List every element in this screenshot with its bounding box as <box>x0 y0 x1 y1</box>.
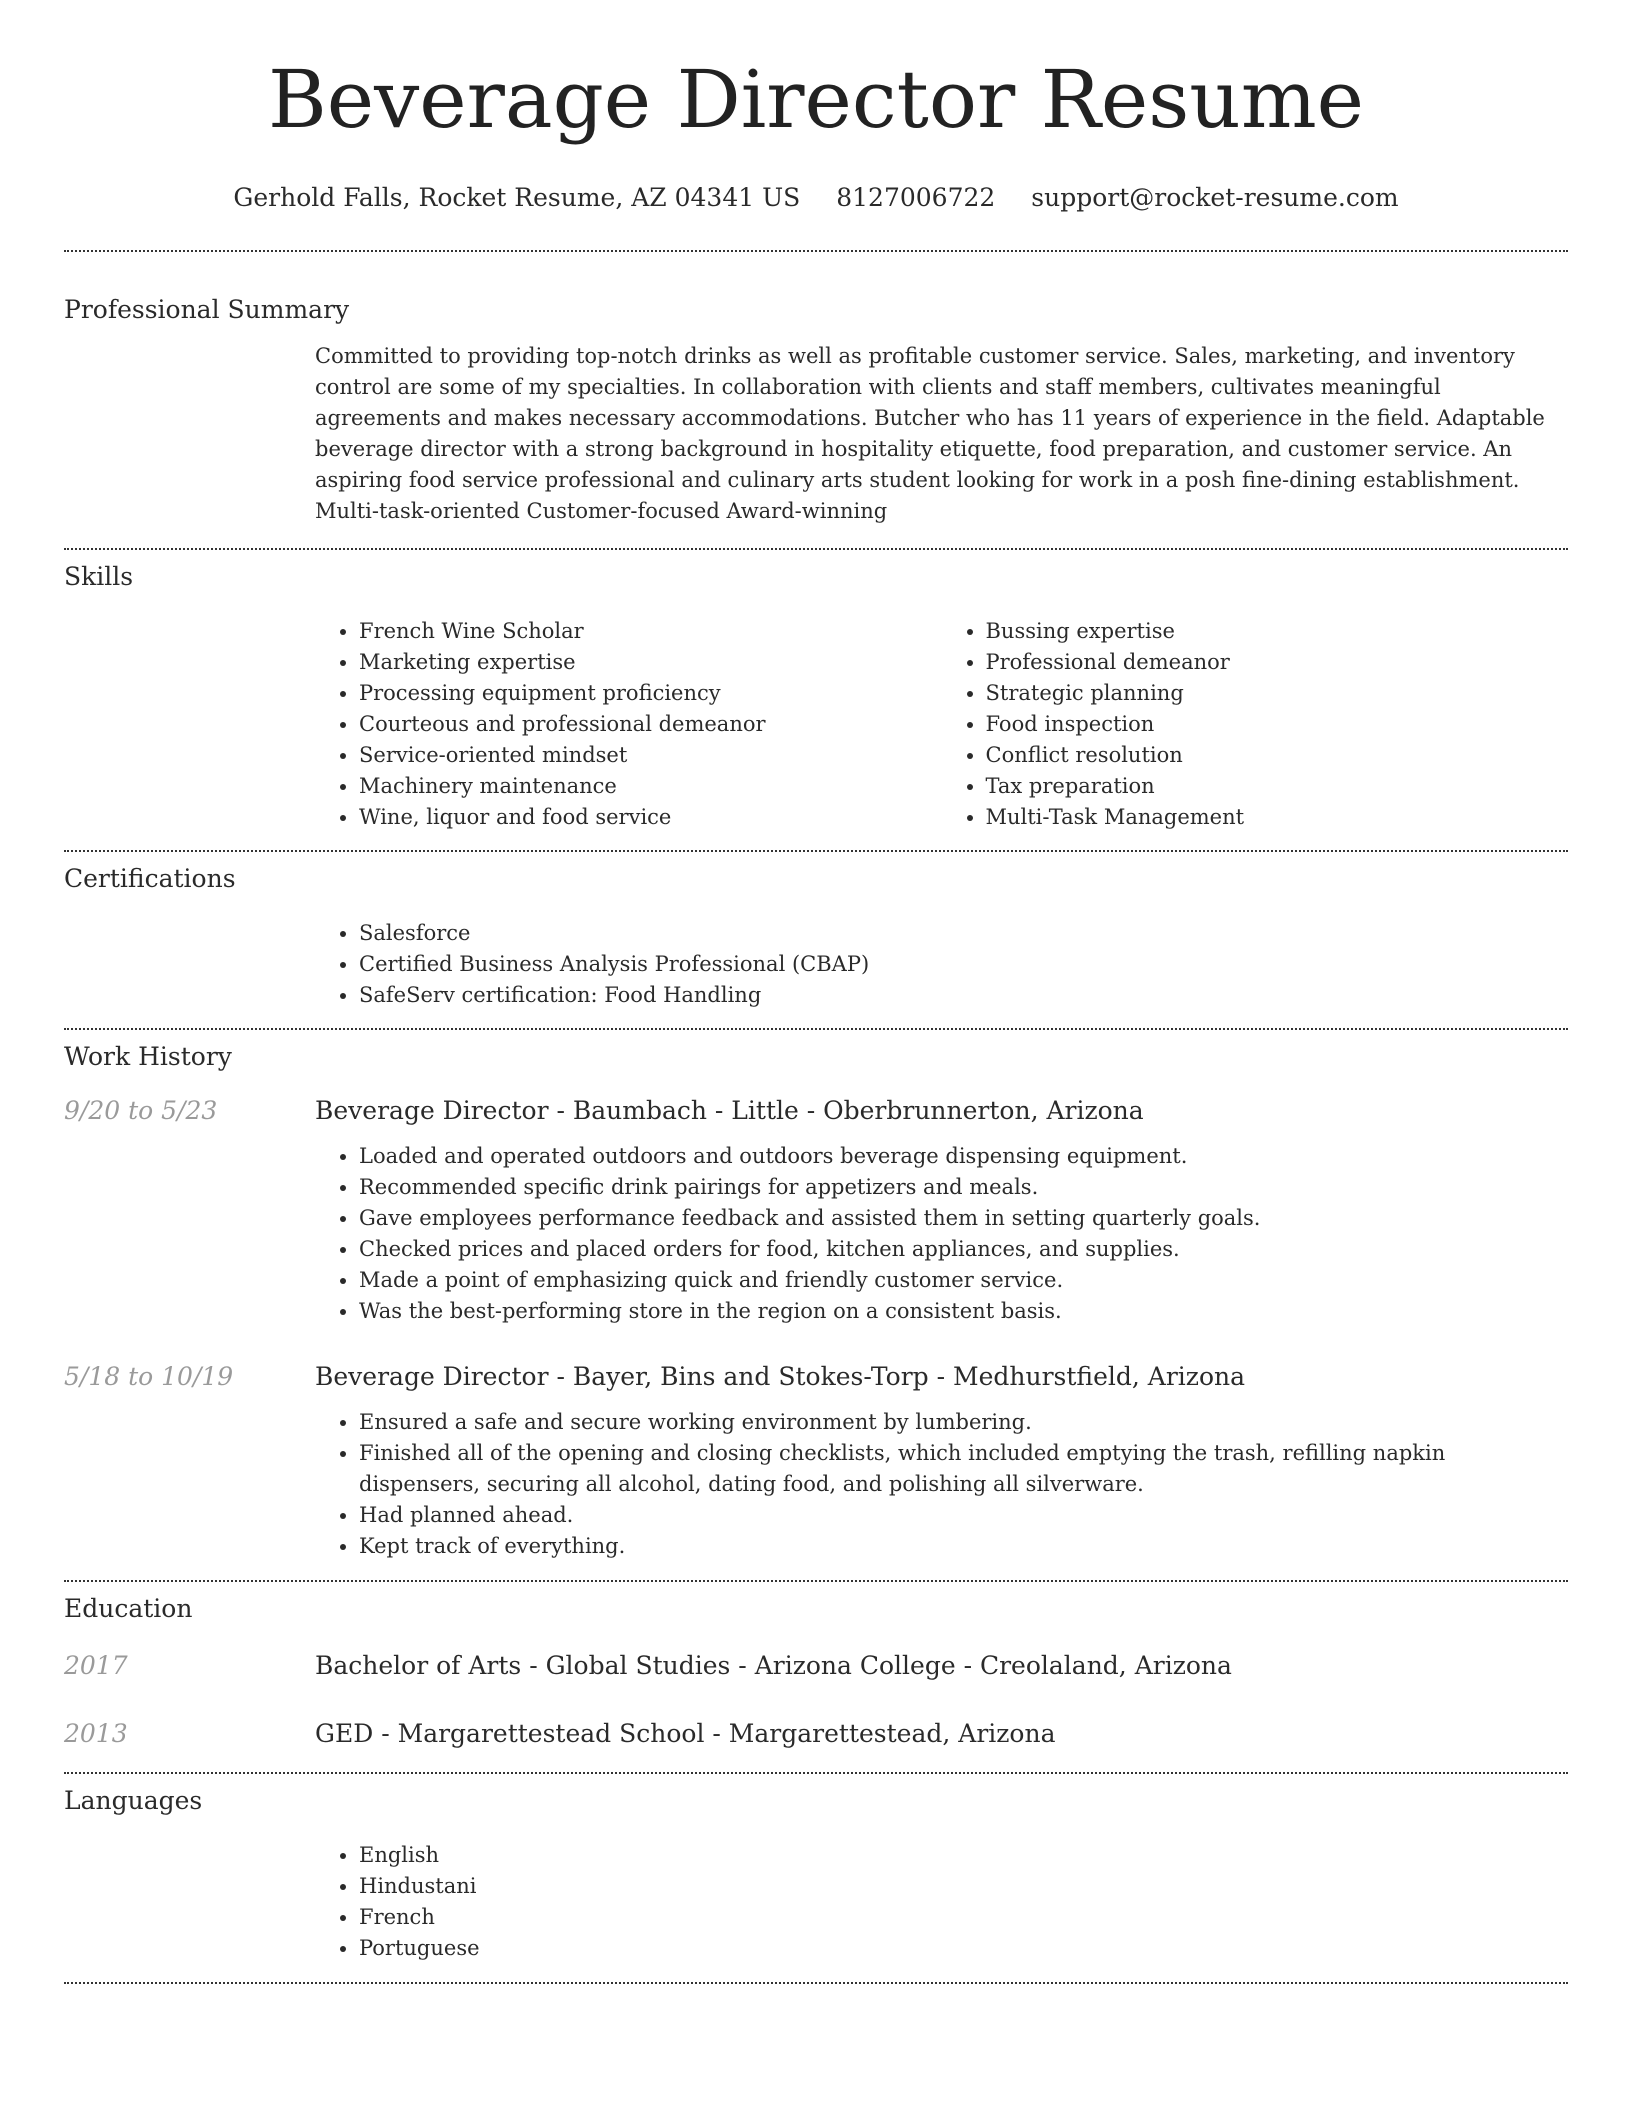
job-dates: 5/18 to 10/19 <box>64 1362 234 1391</box>
section-title: Professional Summary <box>64 295 350 324</box>
skill-item: • Tax preparation <box>986 771 1569 802</box>
section-languages <box>64 1774 1568 1964</box>
education-heading: GED - Margarettestead School - Margarettestead, Arizona <box>315 1719 1056 1748</box>
skill-item: • Courteous and professional demeanor <box>359 709 942 740</box>
section-education <box>64 1582 1568 1750</box>
job-bullet: • Kept track of everything. <box>359 1531 1568 1562</box>
education-entry <box>64 1718 1568 1750</box>
job-bullet: • Made a point of emphasizing quick and friendly customer service. <box>359 1265 1568 1296</box>
contact-phone: 8127006722 <box>836 183 996 212</box>
job-entry <box>64 1361 1568 1562</box>
skill-item: • Marketing expertise <box>359 647 942 678</box>
section-title: Skills <box>64 562 134 591</box>
section-professional-summary <box>64 252 1568 527</box>
skill-item: • Food inspection <box>986 709 1569 740</box>
job-bullet: • Was the best-performing store in the region on a consistent basis. <box>359 1296 1568 1327</box>
section-work-history <box>64 1030 1568 1562</box>
job-bullets <box>315 1407 1568 1562</box>
skill-item: • French Wine Scholar <box>359 616 942 647</box>
certification-item: • Certified Business Analysis Professional (CBAP) <box>359 949 1568 980</box>
education-year: 2017 <box>64 1651 128 1680</box>
skill-item: • Service-oriented mindset <box>359 740 942 771</box>
skill-item: • Multi-Task Management <box>986 802 1569 833</box>
skills-list-right <box>942 616 1569 833</box>
skill-item: • Processing equipment proficiency <box>359 678 942 709</box>
skill-item: • Conflict resolution <box>986 740 1569 771</box>
job-bullet: • Checked prices and placed orders for food, kitchen appliances, and supplies. <box>359 1234 1568 1265</box>
job-heading: Beverage Director - Baumbach - Little - Oberbrunnerton, Arizona <box>315 1096 1144 1125</box>
job-bullet: • Ensured a safe and secure working environment by lumbering. <box>359 1407 1568 1438</box>
language-item: • English <box>359 1840 1568 1871</box>
education-year: 2013 <box>64 1719 128 1748</box>
certification-item: • SafeServ certification: Food Handling <box>359 980 1568 1011</box>
certification-item: • Salesforce <box>359 918 1568 949</box>
skill-item: • Bussing expertise <box>986 616 1569 647</box>
summary-text: Committed to providing top-notch drinks as well as profitable customer service. Sales, marketing, and inventory control are some of my specialties. In collaboration with clients and staff members, cultivates meaningful agreements and makes necessary accommodations. Butcher who has 11 years of experience in the field. Adaptable beverage director with a strong background in hospitality etiquette, food preparation, and customer service. An aspiring food service professional and culinary arts student looking for work in a posh fine-dining establishment. Multi-task-oriented Customer-focused Award-winning <box>315 344 1545 523</box>
job-bullets <box>315 1141 1568 1327</box>
contact-email: support@rocket-resume.com <box>1031 183 1399 212</box>
section-title: Work History <box>64 1042 232 1071</box>
education-entry <box>64 1650 1568 1682</box>
certifications-list <box>315 918 1568 1011</box>
skills-list-left <box>315 616 942 833</box>
education-heading: Bachelor of Arts - Global Studies - Arizona College - Creolaland, Arizona <box>315 1651 1232 1680</box>
language-item: • Hindustani <box>359 1871 1568 1902</box>
job-dates: 9/20 to 5/23 <box>64 1096 218 1125</box>
job-heading: Beverage Director - Bayer, Bins and Stokes-Torp - Medhurstfield, Arizona <box>315 1362 1246 1391</box>
skill-item: • Strategic planning <box>986 678 1569 709</box>
job-bullet: • Finished all of the opening and closing checklists, which included emptying the trash, refilling napkin dispensers, securing all alcohol, dating food, and polishing all silverware. <box>359 1438 1568 1500</box>
language-item: • Portuguese <box>359 1933 1568 1964</box>
resume-title: Beverage Director Resume <box>267 53 1365 146</box>
skill-item: • Machinery maintenance <box>359 771 942 802</box>
skill-item: • Professional demeanor <box>986 647 1569 678</box>
section-title: Certifications <box>64 864 236 893</box>
skill-item: • Wine, liquor and food service <box>359 802 942 833</box>
job-bullet: • Gave employees performance feedback and assisted them in setting quarterly goals. <box>359 1203 1568 1234</box>
job-bullet: • Recommended specific drink pairings for appetizers and meals. <box>359 1172 1568 1203</box>
contact-address: Gerhold Falls, Rocket Resume, AZ 04341 US <box>233 183 801 212</box>
language-item: • French <box>359 1902 1568 1933</box>
job-entry <box>64 1095 1568 1327</box>
job-bullet: • Had planned ahead. <box>359 1500 1568 1531</box>
languages-list <box>315 1840 1568 1964</box>
contact-line <box>64 182 1568 214</box>
section-title: Languages <box>64 1786 203 1815</box>
divider <box>64 1982 1568 1984</box>
section-skills <box>64 550 1568 833</box>
section-title: Education <box>64 1594 193 1623</box>
section-certifications <box>64 852 1568 1011</box>
job-bullet: • Loaded and operated outdoors and outdoors beverage dispensing equipment. <box>359 1141 1568 1172</box>
